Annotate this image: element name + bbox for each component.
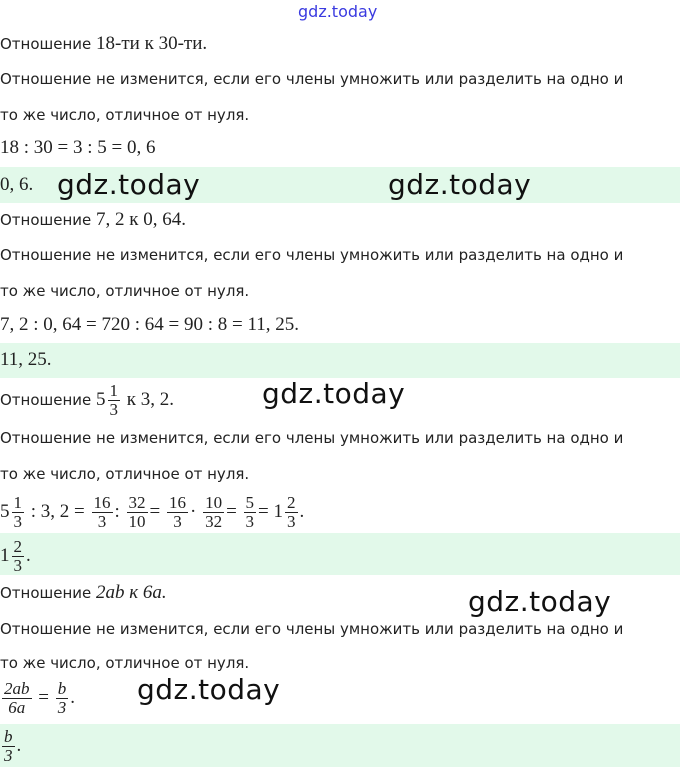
- title-math: 2ab к 6a.: [96, 582, 167, 603]
- frac-num: 1: [13, 493, 22, 512]
- answer-band-2: [0, 343, 680, 378]
- task-1-solution: 18 : 30 = 3 : 5 = 0, 6: [0, 137, 156, 158]
- title-prefix: Отношение: [0, 211, 97, 229]
- task-2-answer: 11, 25.: [0, 349, 52, 370]
- rule-line-2: то же число, отличное от нуля.: [0, 106, 250, 124]
- frac-num: b: [57, 679, 67, 698]
- frac-num: 2ab: [4, 679, 30, 698]
- frac-den: 3: [97, 512, 107, 531]
- task-3-solution: [0, 494, 304, 531]
- watermark: gdz.today: [137, 673, 281, 706]
- sol-part: :: [114, 500, 120, 522]
- frac-den: 3: [13, 512, 22, 531]
- sol-part: ·: [190, 500, 197, 522]
- rule-line-2: то же число, отличное от нуля.: [0, 282, 250, 300]
- sol-part: .: [299, 500, 305, 522]
- answer-end: .: [16, 734, 22, 756]
- answer-whole: 1: [0, 544, 10, 566]
- task-1-title: [0, 34, 207, 54]
- task-1-answer: 0, 6.: [0, 174, 34, 195]
- task-3-title: [0, 382, 174, 419]
- title-math: 18-ти к 30-ти.: [96, 33, 208, 54]
- task-4-answer: [0, 728, 21, 765]
- rule-line-2: то же число, отличное от нуля.: [0, 465, 250, 483]
- sol-part: = 1: [258, 500, 284, 522]
- frac-den: 3: [109, 400, 119, 419]
- rule-line: Отношение не изменится, если его члены умножить или разделить на одно и: [0, 429, 624, 447]
- frac-num: 32: [128, 493, 146, 512]
- frac-num: b: [4, 727, 13, 746]
- sol-part: =: [226, 500, 237, 522]
- watermark: gdz.today: [468, 585, 612, 618]
- site-watermark: gdz.today: [298, 2, 378, 21]
- frac-den: 32: [205, 512, 223, 531]
- frac-num: 5: [245, 493, 255, 512]
- rule-line-2: то же число, отличное от нуля.: [0, 654, 250, 672]
- frac-num: 2: [13, 537, 22, 556]
- answer-band-4: [0, 724, 680, 767]
- answer-band-3: [0, 533, 680, 575]
- task-3-answer: [0, 538, 31, 575]
- watermark: gdz.today: [262, 377, 406, 410]
- title-prefix: Отношение: [0, 391, 97, 409]
- frac-den: 6a: [8, 698, 26, 717]
- frac-den: 10: [128, 512, 146, 531]
- sol-part: : 3, 2 =: [26, 500, 85, 522]
- task-4-title: [0, 583, 167, 603]
- frac-den: 3: [57, 698, 67, 717]
- title-prefix: Отношение: [0, 35, 97, 53]
- rule-line: Отношение не изменится, если его члены умножить или разделить на одно и: [0, 70, 624, 88]
- sol-part: 5: [0, 500, 10, 522]
- sol-end: .: [70, 686, 75, 708]
- title-whole: 5: [96, 389, 106, 410]
- frac-den: 3: [287, 512, 296, 531]
- sol-part: =: [149, 500, 161, 522]
- rule-line: Отношение не изменится, если его члены умножить или разделить на одно и: [0, 620, 624, 638]
- task-4-solution: [0, 680, 75, 717]
- frac-num: 16: [169, 493, 186, 512]
- task-2-solution: 7, 2 : 0, 64 = 720 : 64 = 90 : 8 = 11, 25.: [0, 314, 300, 335]
- frac-den: 3: [13, 556, 22, 575]
- task-2-title: [0, 210, 186, 230]
- rule-line: Отношение не изменится, если его члены умножить или разделить на одно и: [0, 246, 624, 264]
- frac-den: 3: [4, 746, 13, 765]
- answer-end: .: [26, 544, 31, 566]
- watermark: gdz.today: [57, 168, 201, 201]
- frac-num: 16: [93, 493, 111, 512]
- title-prefix: Отношение: [0, 584, 97, 602]
- frac-num: 10: [205, 493, 223, 512]
- title-math: 7, 2 к 0, 64.: [96, 209, 187, 230]
- frac-den: 3: [245, 512, 255, 531]
- frac-num: 2: [287, 493, 296, 512]
- title-rest: к 3, 2.: [122, 389, 175, 410]
- watermark: gdz.today: [388, 168, 532, 201]
- frac-num: 1: [109, 381, 119, 400]
- frac-den: 3: [173, 512, 182, 531]
- equals: =: [38, 686, 49, 708]
